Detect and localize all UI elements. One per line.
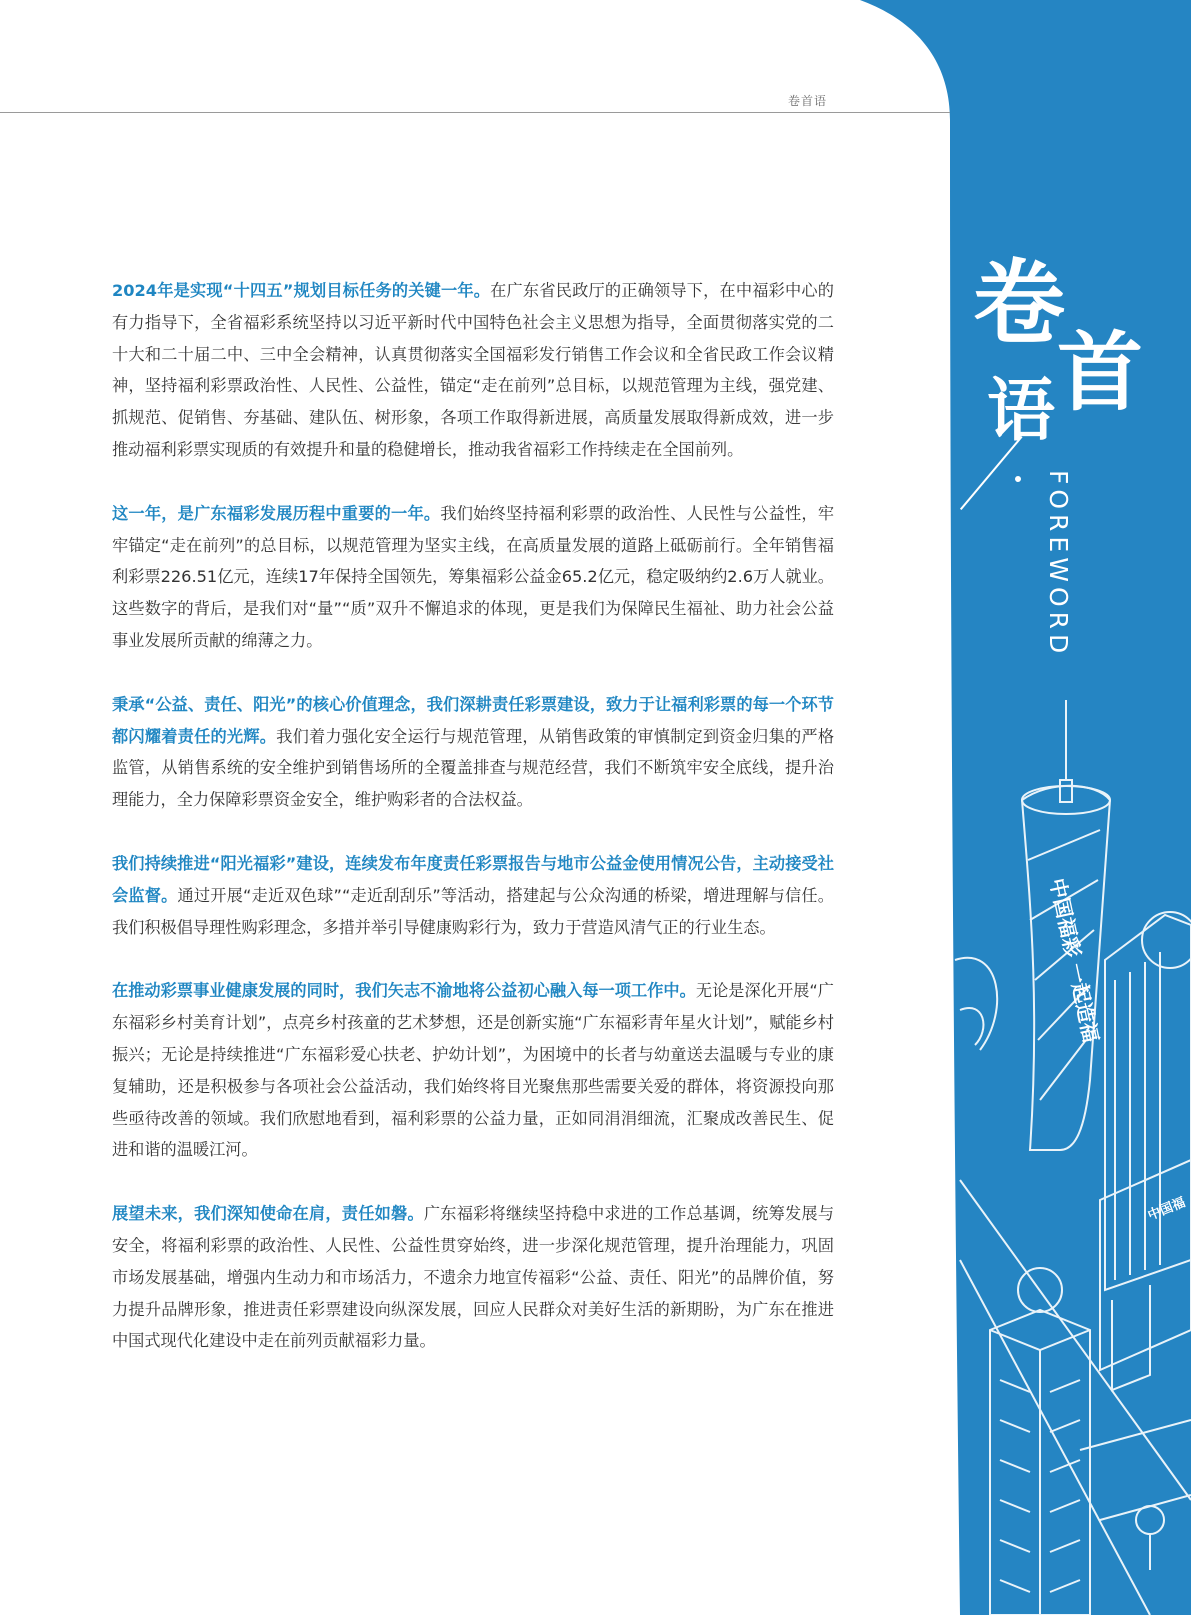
title-char-3: 语 xyxy=(987,372,1056,451)
paragraph-lead: 在推动彩票事业健康发展的同时，我们矢志不渝地将公益初心融入每一项工作中。 xyxy=(112,981,696,1001)
paragraph-lead: 我们持续推进“阳光福彩”建设，连续发布年度责任彩票报告与地市公益金使用情况公告，主动接受社会监督。 xyxy=(112,853,834,905)
english-title: FOREWORD xyxy=(1044,470,1073,659)
paragraph xyxy=(112,1198,834,1357)
tower-sign-text: 中国福彩 一起造福 xyxy=(1045,876,1104,1045)
paragraph-lead: 2024年是实现“十四五”规划目标任务的关键一年。 xyxy=(112,281,491,300)
paragraph-text: 我们始终坚持福利彩票的政治性、人民性与公益性，牢牢锚定“走在前列”的总目标，以规范管理为坚实主线，在高质量发展的道路上砥砺前行。全年销售福利彩票226.51亿元，连续17年保持全国领先，筹集福彩公益金65.2亿元，稳定吸纳约2.6万人就业。这些数字的背后，是我们对“量”“质”双升不懈追求的体现，更是我们为保障民生福祉、助力社会公益事业发展所贡献的绵薄之力。 xyxy=(112,503,835,650)
paragraph-text: 在广东省民政厅的正确领导下，在中福彩中心的有力指导下，全省福彩系统坚持以习近平新时代中国特色社会主义思想为指导，全面贯彻落实党的二十大和二十届二中、三中全会精神，认真贯彻落实全国福彩发行销售工作会议和全省民政工作会议精神，坚持福利彩票政治性、人民性、公益性，锚定“走在前列”总目标，以规范管理为主线，强党建、抓规范、促销售、夯基础、建队伍、树形象，各项工作取得新进展，高质量发展取得新成效，进一步推动福利彩票实现质的有效提升和量的稳健增长，推动我省福彩工作持续走在全国前列。 xyxy=(112,281,834,459)
paragraph-lead: 这一年，是广东福彩发展历程中重要的一年。 xyxy=(112,503,441,523)
paragraph-text: 通过开展“走近双色球”“走近刮刮乐”等活动，搭建起与公众沟通的桥梁，增进理解与信任。我们积极倡导理性购彩理念，多措并举引导健康购彩行为，致力于营造风清气正的行业生态。 xyxy=(112,885,834,937)
shop-sign-text: 中国福 xyxy=(1145,1195,1188,1224)
paragraph xyxy=(112,689,834,816)
paragraph-text: 广东福彩将继续坚持稳中求进的工作总基调，统筹发展与安全，将福利彩票的政治性、人民性、公益性贯穿始终，进一步深化规范管理，提升治理能力，巩固市场发展基础，增强内生动力和市场活力，不遗余力地宣传福彩“公益、责任、阳光”的品牌价值，努力提升品牌形象，推进责任彩票建设向纵深发展，回应人民群众对美好生活的新期盼，为广东在推进中国式现代化建设中走在前列贡献福彩力量。 xyxy=(112,1204,835,1351)
paragraph-text: 我们着力强化安全运行与规范管理，从销售政策的审慎制定到资金归集的严格监管，从销售系统的安全维护到销售场所的全覆盖排查与规范经营，我们不断筑牢安全底线，提升治理能力，全力保障彩票资金安全，维护购彩者的合法权益。 xyxy=(112,726,835,810)
title-dot xyxy=(1015,476,1021,482)
paragraph-lead: 展望未来，我们深知使命在肩，责任如磐。 xyxy=(112,1204,424,1224)
header-divider xyxy=(0,112,950,113)
paragraph xyxy=(112,848,834,943)
title-char-1: 卷 xyxy=(973,250,1066,357)
section-label: 卷首语 xyxy=(788,94,828,108)
title-block xyxy=(965,250,1191,670)
paragraph xyxy=(112,498,834,657)
paragraph-text: 无论是深化开展“广东福彩乡村美育计划”，点亮乡村孩童的艺术梦想，还是创新实施“广东福彩青年星火计划”，赋能乡村振兴；无论是持续推进“广东福彩爱心扶老、护幼计划”，为困境中的长者与幼童送去温暖与专业的康复辅助，还是积极参与各项社会公益活动，我们始终将目光聚焦那些需要关爱的群体，将资源投向那些亟待改善的领域。我们欣慰地看到，福利彩票的公益力量，正如同涓涓细流，汇聚成改善民生、促进和谐的温暖江河。 xyxy=(112,981,834,1160)
paragraph xyxy=(112,275,834,466)
paragraph xyxy=(112,975,834,1166)
paragraph-lead: 秉承“公益、责任、阳光”的核心价值理念，我们深耕责任彩票建设，致力于让福利彩票的每一个环节都闪耀着责任的光辉。 xyxy=(112,694,834,746)
title-char-2: 首 xyxy=(1057,323,1143,423)
foreword-body xyxy=(112,275,834,1389)
